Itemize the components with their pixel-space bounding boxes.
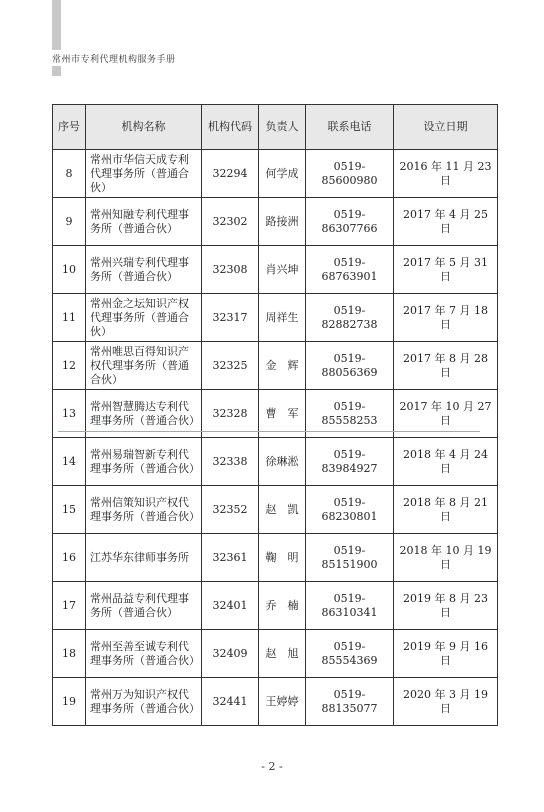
column-header-number: 序号	[53, 105, 86, 150]
table-row	[53, 438, 498, 486]
cell-date: 2018 年 4 月 24 日	[394, 438, 498, 486]
cell-phone: 0519-88135077	[306, 678, 394, 726]
cell-agency-name: 常州智慧腾达专利代理事务所（普通合伙）	[86, 390, 202, 438]
cell-agency-code: 32401	[202, 582, 259, 630]
cell-person: 肖兴坤	[259, 246, 306, 294]
column-header-name: 机构名称	[86, 105, 202, 150]
cell-number: 9	[53, 198, 86, 246]
cell-person: 曹 军	[259, 390, 306, 438]
cell-phone: 0519-83984927	[306, 438, 394, 486]
cell-agency-name: 常州至善至诚专利代理事务所（普通合伙）	[86, 630, 202, 678]
cell-number: 12	[53, 342, 86, 390]
cell-phone: 0519-86310341	[306, 582, 394, 630]
cell-person: 王婷婷	[259, 678, 306, 726]
cell-phone: 0519-82882738	[306, 294, 394, 342]
cell-date: 2017 年 5 月 31 日	[394, 246, 498, 294]
cell-number: 14	[53, 438, 86, 486]
cell-phone: 0519-85600980	[306, 150, 394, 198]
cell-number: 16	[53, 534, 86, 582]
page-number: - 2 -	[261, 760, 283, 773]
cell-person: 周祥生	[259, 294, 306, 342]
cell-agency-code: 32294	[202, 150, 259, 198]
column-header-date: 设立日期	[394, 105, 498, 150]
cell-agency-code: 32409	[202, 630, 259, 678]
cell-date: 2018 年 8 月 21 日	[394, 486, 498, 534]
cell-person: 路接洲	[259, 198, 306, 246]
cell-number: 10	[53, 246, 86, 294]
cell-date: 2017 年 8 月 28 日	[394, 342, 498, 390]
sidebar-decoration	[52, 0, 61, 50]
cell-date: 2017 年 7 月 18 日	[394, 294, 498, 342]
cell-number: 19	[53, 678, 86, 726]
cell-agency-name: 常州兴瑞专利代理事务所（普通合伙）	[86, 246, 202, 294]
cell-person: 赵 旭	[259, 630, 306, 678]
annotation-underline	[58, 431, 480, 432]
cell-agency-code: 32308	[202, 246, 259, 294]
cell-number: 17	[53, 582, 86, 630]
table-row	[53, 630, 498, 678]
cell-phone: 0519-85151900	[306, 534, 394, 582]
cell-agency-code: 32441	[202, 678, 259, 726]
table-row	[53, 486, 498, 534]
cell-agency-name: 常州信策知识产权代理事务所（普通合伙）	[86, 486, 202, 534]
cell-agency-name: 常州金之坛知识产权代理事务所（普通合伙）	[86, 294, 202, 342]
cell-agency-name: 常州唯思百得知识产权代理事务所（普通合伙）	[86, 342, 202, 390]
cell-number: 8	[53, 150, 86, 198]
cell-agency-code: 32302	[202, 198, 259, 246]
cell-agency-name: 常州市华信天成专利代理事务所（普通合伙）	[86, 150, 202, 198]
sidebar-decoration-small	[52, 66, 61, 76]
cell-agency-code: 32361	[202, 534, 259, 582]
column-header-phone: 联系电话	[306, 105, 394, 150]
cell-person: 金 辉	[259, 342, 306, 390]
table-header-row	[53, 105, 498, 150]
table-row	[53, 678, 498, 726]
cell-person: 赵 凯	[259, 486, 306, 534]
cell-phone: 0519-68230801	[306, 486, 394, 534]
cell-agency-name: 常州品益专利代理事务所（普通合伙）	[86, 582, 202, 630]
cell-number: 18	[53, 630, 86, 678]
table-row	[53, 534, 498, 582]
table-body	[53, 150, 498, 726]
cell-date: 2016 年 11 月 23 日	[394, 150, 498, 198]
table-row	[53, 294, 498, 342]
cell-agency-name: 江苏华东律师事务所	[86, 534, 202, 582]
cell-agency-code: 32328	[202, 390, 259, 438]
table-row	[53, 246, 498, 294]
cell-agency-code: 32325	[202, 342, 259, 390]
cell-phone: 0519-85554369	[306, 630, 394, 678]
table-row	[53, 582, 498, 630]
cell-agency-code: 32352	[202, 486, 259, 534]
cell-number: 13	[53, 390, 86, 438]
cell-agency-code: 32338	[202, 438, 259, 486]
cell-number: 15	[53, 486, 86, 534]
cell-date: 2020 年 3 月 19 日	[394, 678, 498, 726]
table-row	[53, 198, 498, 246]
document-header-title: 常州市专利代理机构服务手册	[52, 55, 176, 65]
cell-number: 11	[53, 294, 86, 342]
table-row	[53, 150, 498, 198]
column-header-code: 机构代码	[202, 105, 259, 150]
cell-phone: 0519-86307766	[306, 198, 394, 246]
cell-agency-code: 32317	[202, 294, 259, 342]
column-header-person: 负责人	[259, 105, 306, 150]
cell-phone: 0519-68763901	[306, 246, 394, 294]
cell-agency-name: 常州万为知识产权代理事务所（普通合伙）	[86, 678, 202, 726]
cell-agency-name: 常州易瑞智新专利代理事务所（普通合伙）	[86, 438, 202, 486]
cell-date: 2017 年 4 月 25 日	[394, 198, 498, 246]
cell-agency-name: 常州知融专利代理事务所（普通合伙）	[86, 198, 202, 246]
table-row	[53, 342, 498, 390]
cell-person: 乔 楠	[259, 582, 306, 630]
cell-phone: 0519-85558253	[306, 390, 394, 438]
cell-person: 何学成	[259, 150, 306, 198]
cell-phone: 0519-88056369	[306, 342, 394, 390]
cell-date: 2019 年 8 月 23 日	[394, 582, 498, 630]
cell-date: 2019 年 9 月 16 日	[394, 630, 498, 678]
cell-person: 徐琳淞	[259, 438, 306, 486]
cell-date: 2017 年 10 月 27 日	[394, 390, 498, 438]
cell-person: 鞠 明	[259, 534, 306, 582]
agency-table	[52, 104, 498, 726]
cell-date: 2018 年 10 月 19 日	[394, 534, 498, 582]
